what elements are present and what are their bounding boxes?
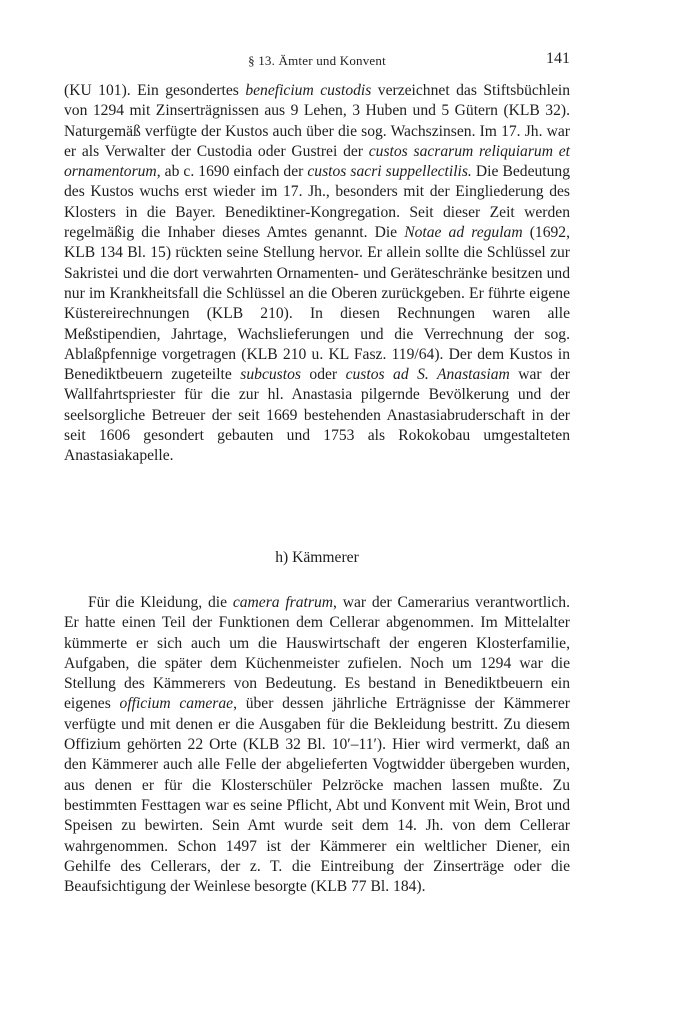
text-run: (KU 101). Ein gesondertes <box>64 82 246 99</box>
latin-term: camera fratrum <box>232 594 334 611</box>
running-head: § 13. Ämter und Konvent <box>248 53 386 68</box>
latin-term: custos ad S. Anastasiam <box>345 366 510 384</box>
page-number: 141 <box>546 50 570 67</box>
latin-term: custos sacri suppellectilis. <box>307 163 472 181</box>
latin-term: officium camerae <box>119 695 234 713</box>
text-run: , über dessen jährliche Erträgnisse der Kämmerer verfügte und mit denen er die Ausgaben für die Bekleidung bestritt. Zu diesem Offizium gehörten 22 Orte (KLB 32 Bl. 10′–11′). Hier wird vermerkt, daß an den Kämmerer auch alle Felle der abgelieferten Vogtwidder übergeben wurden, aus denen er für die Klosterschüler Pelzröcke machen lassen mußte. Zu bestimmten Festtagen war es seine Pflicht, Abt und Konvent mit Wein, Brot und Speisen zu bewirten. Sein Amt wurde seit dem 14. Jh. von dem Cellerar wahrgenommen. Schon 1497 ist der Kämmerer ein weltlicher Diener, ein Gehilfe des Cellerars, der z. T. die Eintreibung der Zinserträge oder die Beaufsichtigung der Weinlese besorgte (KLB 77 Bl. 184). <box>64 695 570 896</box>
text-run: war der Wallfahrtspriester für die zur hl. Anastasia pilgernde Bevölkerung und der seelsorgliche Betreuer der seit 1669 bestehenden Anastasiabruderschaft in der seit 1606 gesondert gebauten und 1753 als Rokokobau umgestalteten Anastasiakapelle. <box>64 366 570 465</box>
text-run: , war der Camerarius verantwortlich. Er hatte einen Teil der Funktionen dem Cellerar abgenommen. Im Mittelalter kümmerte er sich auch um die Hauswirtschaft der engeren Klosterfamilie, Aufgaben, die später dem Küchenmeister zufielen. Noch um 1294 war die Stellung des Kämmerers von Bedeutung. Es bestand in Benediktbeuern ein eigenes <box>64 594 571 713</box>
page-header <box>64 50 570 72</box>
latin-term: Notae ad regulam <box>404 224 523 242</box>
text-run: verzeichnet das Stiftsbüchlein von 1294 mit Zinserträgnissen aus 9 Lehen, 3 Huben und 5 Gütern (KLB 32). Naturgemäß verfügte der Kustos auch über die sog. Wachszinsen. Im 17. Jh. war er als Verwalter der Custodia oder Gustrei der <box>64 82 570 160</box>
latin-term: custos sacrarum reliquiarum et ornamentorum <box>64 142 570 181</box>
text-run: Für die Kleidung, die <box>88 594 233 611</box>
text-run: oder <box>300 366 346 384</box>
section-heading: h) Kämmerer <box>275 549 359 566</box>
text-run: Die Bedeutung des Kustos wuchs erst wieder im 17. Jh., besonders mit der Eingliederung des Klosters in die Bayer. Benediktiner-Kongregation. Seit dieser Zeit werden regelmäßig die Inhaber dieses Amtes genannt. Die <box>64 163 571 242</box>
text-run: , ab c. 1690 einfach der <box>156 163 308 181</box>
paragraph-custos <box>64 81 570 467</box>
text-run: (1692, KLB 134 Bl. 15) rückten seine Stellung hervor. Er allein sollte die Schlüssel zur Sakristei und die dort verwahrten Ornamenten- und Geräteschränke besitzen und nur im Krankheitsfall die Schlüssel an die Oberen zurückgeben. Er führte eigene Küstereirechnungen (KLB 210). In diesen Rechnungen waren alle Meßstipendien, Jahrtage, Wachslieferungen und die Verrechnung der sog. Ablaßpfennige vorgetragen (KLB 210 u. KL Fasz. 119/64). Der dem Kustos in Benediktbeuern zugeteilte <box>64 224 570 384</box>
latin-term: beneficium custodis <box>245 82 372 99</box>
paragraph-kaemmerer <box>64 593 570 897</box>
latin-term: subcustos <box>240 366 301 384</box>
